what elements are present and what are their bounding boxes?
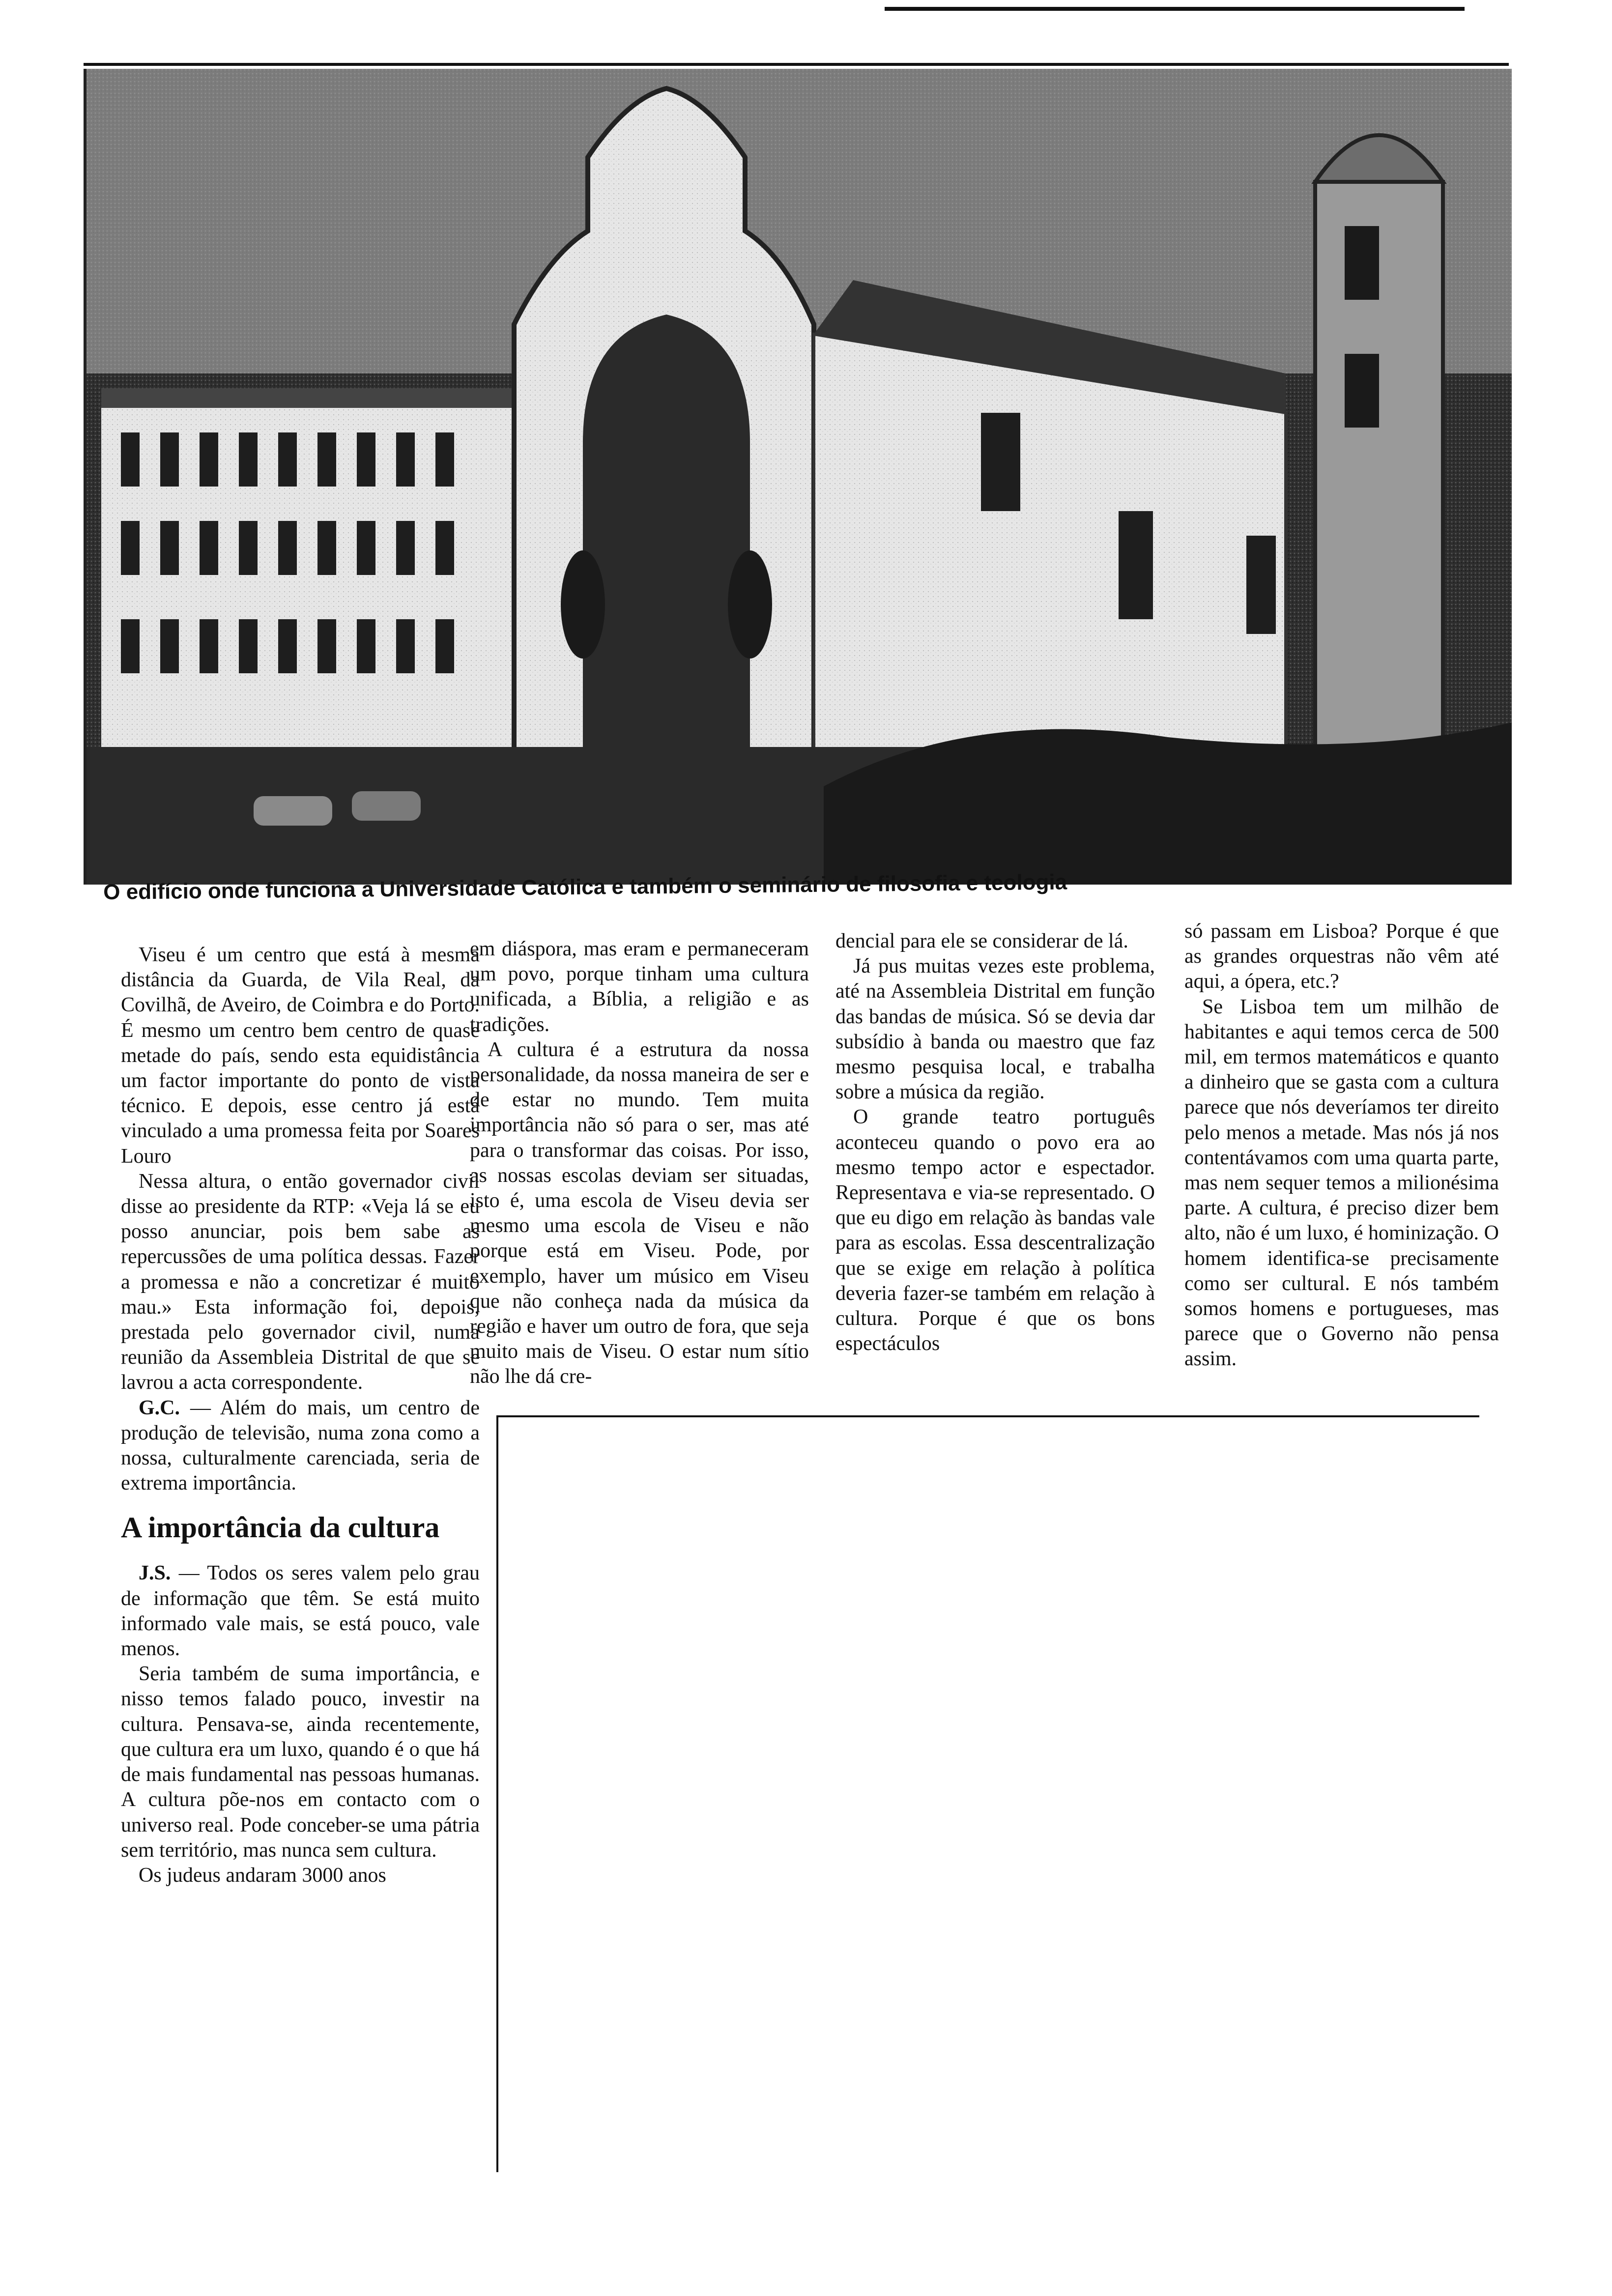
article-column-1	[121, 943, 480, 1888]
bottom-rule	[496, 1415, 1479, 1417]
paragraph: G.C. — Além do mais, um centro de produção de televisão, numa zona como a nossa, culturalmente carenciada, seria de extrema importância.	[121, 1396, 480, 1495]
building-photo	[84, 69, 1512, 885]
paragraph: Já pus muitas vezes este problema, até na Assembleia Distrital em função das bandas de música. Só se devia dar subsídio à banda ou maestro que faz mesmo pesquisa local, e trabalha sobre a música da região.	[835, 955, 1155, 1104]
paragraph: só passam em Lisboa? Porque é que as grandes orquestras não vêm até aqui, a ópera, etc.?	[1184, 920, 1499, 993]
photo-caption: O edifício onde funciona a Universidade Católica e também o seminário de filosofia e teologia	[103, 870, 1067, 904]
paragraph: Nessa altura, o então governador civil disse ao presidente da RTP: «Veja lá se eu posso anunciar, pois bem sabe as repercussões de uma política dessas. Fazer a promessa e não a concretizar é muito mau.» Esta informação foi, depois, prestada pelo governador civil, numa reunião da Assembleia Distrital de que se lavrou a acta correspondente.	[121, 1170, 480, 1394]
paragraph: J.S. — Todos os seres valem pelo grau de informação que têm. Se está muito informado vale mais, se está pouco, vale menos.	[121, 1562, 480, 1661]
building-illustration	[86, 69, 1512, 885]
top-rule	[84, 63, 1509, 66]
section-heading: A importância da cultura	[121, 1511, 440, 1544]
speaker-initials: J.S.	[139, 1562, 171, 1585]
top-edge-rule	[885, 7, 1465, 11]
column-rule-vertical	[496, 1415, 498, 2172]
paragraph: Os judeus andaram 3000 anos	[139, 1864, 386, 1887]
paragraph: Se Lisboa tem um milhão de habitantes e aqui temos cerca de 500 mil, em termos matemáticos e quanto a dinheiro que se gasta com a cultura parece que nós deveríamos ter direito pelo menos a metade. Mas nós já nos contentávamos com uma quarta parte, mas nem sequer temos a milionésima parte. A cultura, é preciso dizer bem alto, não é um luxo, é hominização. O homem identifica-se precisamente como ser cultural. E nós também somos homens e portugueses, mas parece que o Governo não pensa assim.	[1184, 995, 1499, 1371]
speaker-initials: G.C.	[139, 1396, 180, 1419]
paragraph: em diáspora, mas eram e permaneceram um povo, porque tinham uma cultura unificada, a Bíblia, a religião e as tradições.	[470, 938, 809, 1036]
article-column-2	[470, 937, 809, 1390]
paragraph: Viseu é um centro que está à mesma distância da Guarda, de Vila Real, da Covilhã, de Aveiro, de Coimbra e do Porto. É mesmo um centro bem centro de quase metade do país, sendo esta equidistância um factor importante do ponto de vista técnico. E depois, esse centro já está vinculado a uma promessa feita por Soares Louro	[121, 944, 480, 1168]
article-column-4	[1184, 919, 1499, 1372]
paragraph: dencial para ele se considerar de lá.	[835, 930, 1128, 952]
paragraph: A cultura é a estrutura da nossa personalidade, da nossa maneira de ser e de estar no mundo. Tem muita importância não só para o ser, mas até para o transformar das coisas. Por isso, as nossas escolas deviam ser situadas, isto é, uma escola de Viseu devia ser mesmo uma escola de Viseu e não porque está em Viseu. Pode, por exemplo, haver um músico em Viseu que não conheça nada da música da região e haver um outro de fora, que seja muito mais de Viseu. O estar num sítio não lhe dá cre-	[470, 1038, 809, 1388]
paragraph: Seria também de suma importância, e nisso temos falado pouco, investir na cultura. Pensava-se, ainda recentemente, que cultura era um luxo, quando é o que há de mais fundamental nas pessoas humanas. A cultura põe-nos em contacto com o universo real. Pode conceber-se uma pátria sem território, mas nunca sem cultura.	[121, 1663, 480, 1862]
article-column-3	[835, 929, 1155, 1356]
paragraph: O grande teatro português aconteceu quando o povo era ao mesmo tempo actor e espectador. Representava e via-se representado. O que eu digo em relação às bandas vale para as escolas. Essa descentralização que se exige em relação à política deveria fazer-se também em relação à cultura. Porque é que os bons espectáculos	[835, 1106, 1155, 1355]
